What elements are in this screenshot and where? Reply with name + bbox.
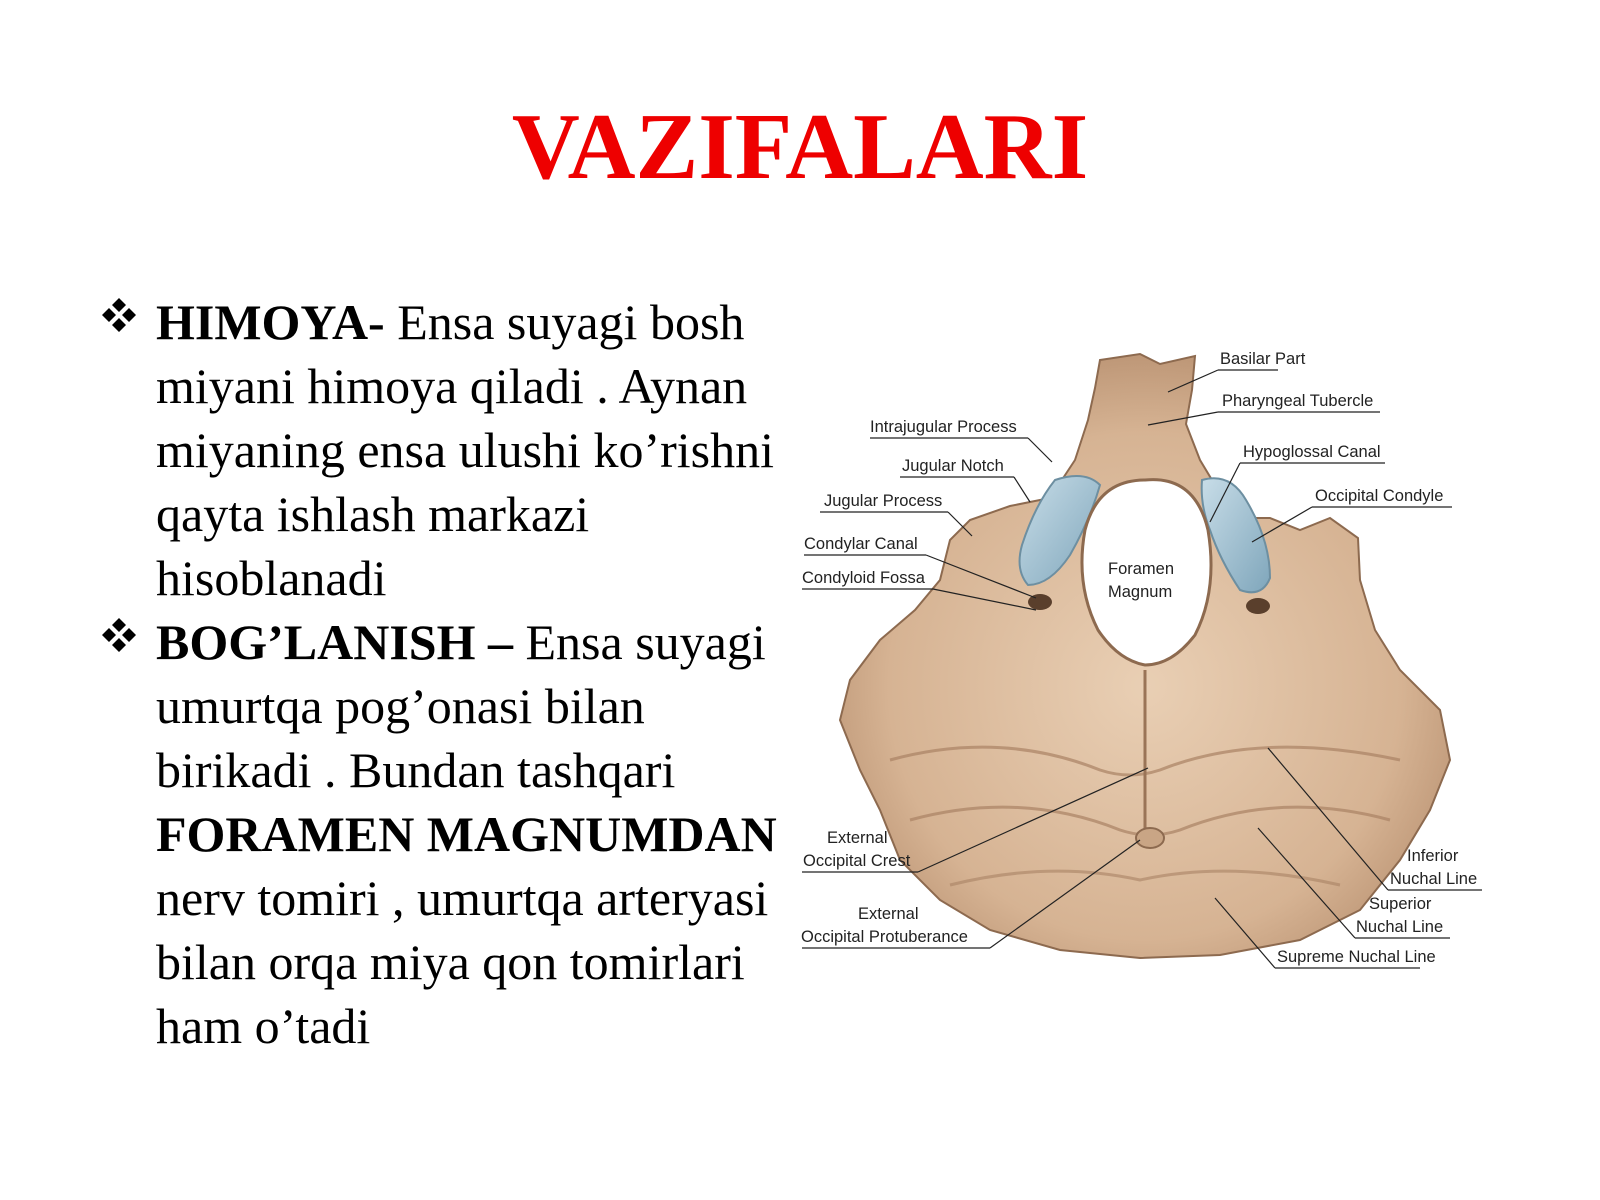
label-inferior-nuchal-line-line1: Inferior — [1407, 847, 1459, 865]
label-external-occipital-protuberance-line1: External — [858, 905, 919, 923]
label-superior-nuchal-line-line1: Superior — [1369, 895, 1432, 913]
occipital-bone-diagram — [800, 340, 1520, 1000]
label-external-occipital-protuberance-line2: Occipital Protuberance — [801, 928, 968, 946]
bullet-list — [100, 290, 780, 1058]
slide-title: VAZIFALARI — [511, 95, 1089, 199]
label-intrajugular-process: Intrajugular Process — [870, 418, 1017, 436]
label-foramen-magnum-line2: Magnum — [1108, 583, 1173, 601]
bullet-boglanish — [100, 610, 780, 1058]
label-jugular-notch: Jugular Notch — [902, 457, 1004, 475]
label-occipital-condyle: Occipital Condyle — [1315, 487, 1444, 505]
label-external-occipital-crest-line1: External — [827, 829, 888, 847]
bullet-bold-term: FORAMEN MAGNUMDAN — [156, 806, 777, 862]
label-foramen-magnum-line1: Foramen — [1108, 560, 1175, 578]
label-condyloid-fossa: Condyloid Fossa — [802, 569, 925, 587]
label-superior-nuchal-line-line2: Nuchal Line — [1356, 918, 1444, 936]
four-diamond-bullet-icon — [100, 296, 138, 334]
bullet-text: nerv tomiri , umurtqa arteryasi bilan orqa miya qon tomirlari ham o’tadi — [156, 870, 769, 1054]
label-pharyngeal-tubercle: Pharyngeal Tubercle — [1222, 392, 1374, 410]
four-diamond-bullet-icon — [100, 616, 138, 654]
label-jugular-process: Jugular Process — [824, 492, 943, 510]
label-basilar-part: Basilar Part — [1220, 350, 1306, 368]
label-external-occipital-crest-line2: Occipital Crest — [803, 852, 911, 870]
label-hypoglossal-canal: Hypoglossal Canal — [1243, 443, 1381, 461]
occipital-bone-illustration — [800, 340, 1520, 1000]
bullet-himoya — [100, 290, 780, 610]
label-inferior-nuchal-line-line2: Nuchal Line — [1390, 870, 1478, 888]
bullet-heading: BOG’LANISH – — [156, 614, 514, 670]
bullet-text: Ensa suyagi bosh miyani himoya qiladi . Aynan miyaning ensa ulushi ko’rishni qayta ishlash markazi hisoblanadi — [156, 294, 774, 606]
label-condylar-canal: Condylar Canal — [804, 535, 918, 553]
bullet-text: Ensa suyagi umurtqa pog’onasi bilan birikadi . Bundan tashqari — [156, 614, 766, 798]
label-supreme-nuchal-line: Supreme Nuchal Line — [1277, 948, 1436, 966]
bullet-heading: HIMOYA- — [156, 294, 385, 350]
